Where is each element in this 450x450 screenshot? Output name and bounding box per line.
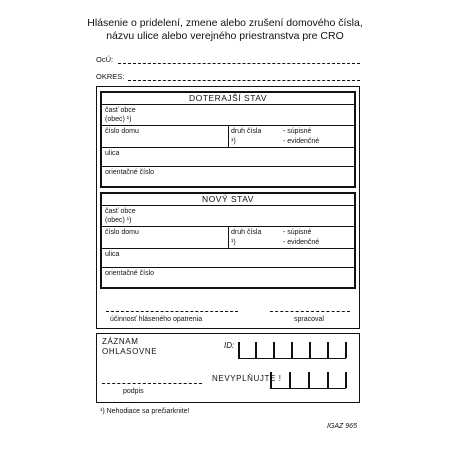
- divider: [102, 248, 354, 249]
- form-title-line1: Hlásenie o pridelení, zmene alebo zrušení domového čísla,: [87, 17, 363, 29]
- ocu-field[interactable]: [118, 63, 360, 64]
- current-evidencne-option[interactable]: - evidenčné: [283, 138, 320, 145]
- new-supisne-option[interactable]: - súpisné: [283, 229, 312, 236]
- spracoval-field[interactable]: [270, 311, 350, 312]
- id-box-divider[interactable]: [327, 342, 329, 358]
- new-cislo-domu-label: číslo domu: [105, 229, 139, 236]
- record-id-label: ID:: [224, 341, 235, 350]
- current-footnote-mark: ¹): [231, 138, 236, 145]
- form-title: [70, 17, 380, 43]
- current-obec-label: časť obce: [105, 107, 136, 114]
- podpis-label: podpis: [123, 388, 144, 395]
- new-obec-label: časť obce: [105, 208, 136, 215]
- record-zaznam-label: ZÁZNAM: [102, 337, 139, 346]
- nevyplnute-label: NEVYPLŇUJTE !: [212, 374, 282, 383]
- divider: [228, 125, 229, 147]
- new-ulica-label: ulica: [105, 251, 120, 258]
- record-ohlasovne-label: OHLASOVNE: [102, 347, 158, 356]
- divider: [102, 104, 354, 105]
- id-boxes-baseline: [238, 358, 346, 359]
- divider: [228, 226, 229, 248]
- new-obec-sub: (obec) ¹): [105, 217, 132, 224]
- nevyplnute-box-divider: [289, 372, 291, 388]
- nevyplnute-baseline: [270, 388, 346, 389]
- okres-label: OKRES:: [96, 72, 125, 81]
- nevyplnute-box-divider: [345, 372, 347, 388]
- id-box-divider[interactable]: [255, 342, 257, 358]
- new-druh-cisla-label: druh čísla: [231, 229, 262, 236]
- current-druh-cisla-label: druh čísla: [231, 128, 262, 135]
- id-box-divider[interactable]: [238, 342, 240, 358]
- nevyplnute-box-divider: [270, 372, 272, 388]
- ucinnost-label: účinnosť hláseného opatrenia: [110, 316, 203, 323]
- id-box-divider[interactable]: [273, 342, 275, 358]
- new-orientacne-label: orientačné číslo: [105, 270, 155, 277]
- footnote: ¹) Nehodiace sa prečiarknite!: [100, 408, 190, 415]
- ucinnost-field[interactable]: [106, 311, 238, 312]
- divider: [102, 267, 354, 268]
- divider: [102, 205, 354, 206]
- okres-field[interactable]: [128, 80, 360, 81]
- new-footnote-mark: ¹): [231, 239, 236, 246]
- form-code: IGAZ 965: [327, 423, 357, 430]
- divider: [102, 147, 354, 148]
- section-new-heading: NOVÝ STAV: [202, 194, 254, 204]
- nevyplnute-box-divider: [327, 372, 329, 388]
- current-supisne-option[interactable]: - súpisné: [283, 128, 312, 135]
- spracoval-label: spracoval: [294, 316, 324, 323]
- new-evidencne-option[interactable]: - evidenčné: [283, 239, 320, 246]
- id-box-divider[interactable]: [309, 342, 311, 358]
- ocu-label: OcÚ:: [96, 55, 114, 64]
- nevyplnute-box-divider: [308, 372, 310, 388]
- section-current-heading: DOTERAJŠÍ STAV: [188, 93, 267, 103]
- current-orientacne-label: orientačné číslo: [105, 169, 155, 176]
- id-box-divider[interactable]: [345, 342, 347, 358]
- podpis-field[interactable]: [102, 383, 202, 384]
- current-ulica-label: ulica: [105, 150, 120, 157]
- divider: [102, 166, 354, 167]
- form-title-line2: názvu ulice alebo verejného priestranstva pre CRO: [106, 30, 344, 42]
- id-box-divider[interactable]: [291, 342, 293, 358]
- current-obec-sub: (obec) ¹): [105, 116, 132, 123]
- current-cislo-domu-label: číslo domu: [105, 128, 139, 135]
